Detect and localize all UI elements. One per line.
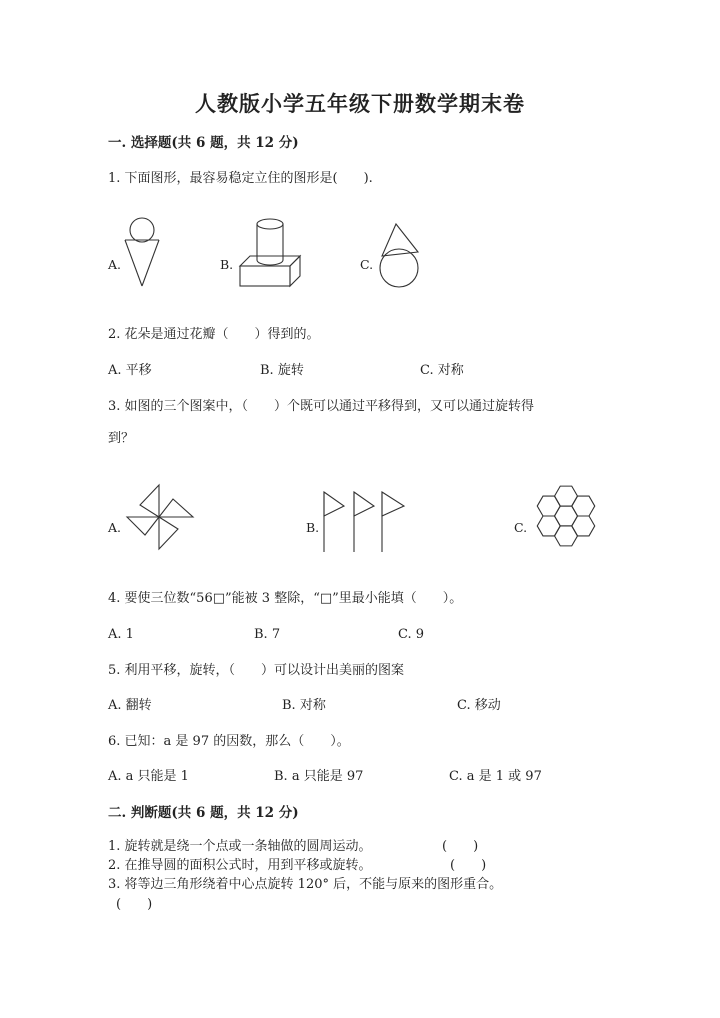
three-flags-figure (318, 490, 410, 554)
q1-option-a-label[interactable]: A. (108, 257, 122, 272)
q4-option-a[interactable]: A. 1 (108, 627, 134, 642)
q5-option-c[interactable]: C. 移动 (457, 698, 501, 713)
q3-option-c-label[interactable]: C. (514, 520, 528, 535)
q4-option-b[interactable]: B. 7 (254, 627, 281, 642)
q1-option-b-label[interactable]: B. (220, 257, 234, 272)
judgement-2-text: 2. 在推导圆的面积公式时，用到平移或旋转。 (108, 858, 372, 873)
q5-option-a[interactable]: A. 翻转 (108, 698, 152, 713)
cylinder-on-box-figure (238, 218, 302, 290)
judgement-1-text: 1. 旋转就是绕一个点或一条轴做的圆周运动。 (108, 839, 372, 854)
judgement-1-blank[interactable]: ( ) (442, 839, 479, 854)
question-6-text: 6. 已知：a 是 97 的因数，那么（ ）。 (108, 734, 350, 749)
q5-option-b[interactable]: B. 对称 (282, 698, 326, 713)
q6-option-b[interactable]: B. a 只能是 97 (274, 769, 364, 784)
question-5-text: 5. 利用平移，旋转，（ ）可以设计出美丽的图案 (108, 663, 405, 678)
triangle-on-circle-figure (378, 222, 424, 290)
hexagon-cell (537, 496, 560, 516)
q6-option-c[interactable]: C. a 是 1 或 97 (449, 769, 542, 784)
question-4-text: 4. 要使三位数“56□”能被 3 整除，“□”里最小能填（ ）。 (108, 591, 463, 606)
q2-option-b[interactable]: B. 旋转 (260, 363, 304, 378)
question-3-text-line1: 3. 如图的三个图案中，（ ）个既可以通过平移得到，又可以通过旋转得 (108, 399, 535, 414)
q2-option-c[interactable]: C. 对称 (420, 363, 464, 378)
q1-option-c-label[interactable]: C. (360, 257, 374, 272)
judgement-2-blank[interactable]: ( ) (450, 858, 487, 873)
hexagon-cell (537, 516, 560, 536)
cone-with-ball-figure (122, 216, 162, 288)
section-heading-choice: 一. 选择题(共 6 题，共 12 分) (108, 135, 299, 151)
question-2-text: 2. 花朵是通过花瓣（ ）得到的。 (108, 327, 320, 342)
question-1-text: 1. 下面图形，最容易稳定立住的图形是( ). (108, 171, 373, 186)
section-heading-judgement: 二. 判断题(共 6 题，共 12 分) (108, 805, 299, 821)
pinwheel-figure (125, 483, 195, 553)
q3-option-a-label[interactable]: A. (108, 520, 122, 535)
judgement-3-blank[interactable]: ( ) (116, 897, 153, 912)
q2-option-a[interactable]: A. 平移 (108, 363, 152, 378)
question-3-text-line2: 到？ (108, 431, 135, 446)
hexagon-flower-figure (530, 480, 602, 552)
q3-option-b-label[interactable]: B. (306, 520, 320, 535)
hexagon-cell (572, 516, 595, 536)
q4-option-c[interactable]: C. 9 (398, 627, 425, 642)
judgement-3-text: 3. 将等边三角形绕着中心点旋转 120° 后，不能与原来的图形重合。 (108, 877, 503, 892)
q6-option-a[interactable]: A. a 只能是 1 (108, 769, 189, 784)
page-title: 人教版小学五年级下册数学期末卷 (195, 91, 525, 116)
hexagon-cell (572, 496, 595, 516)
